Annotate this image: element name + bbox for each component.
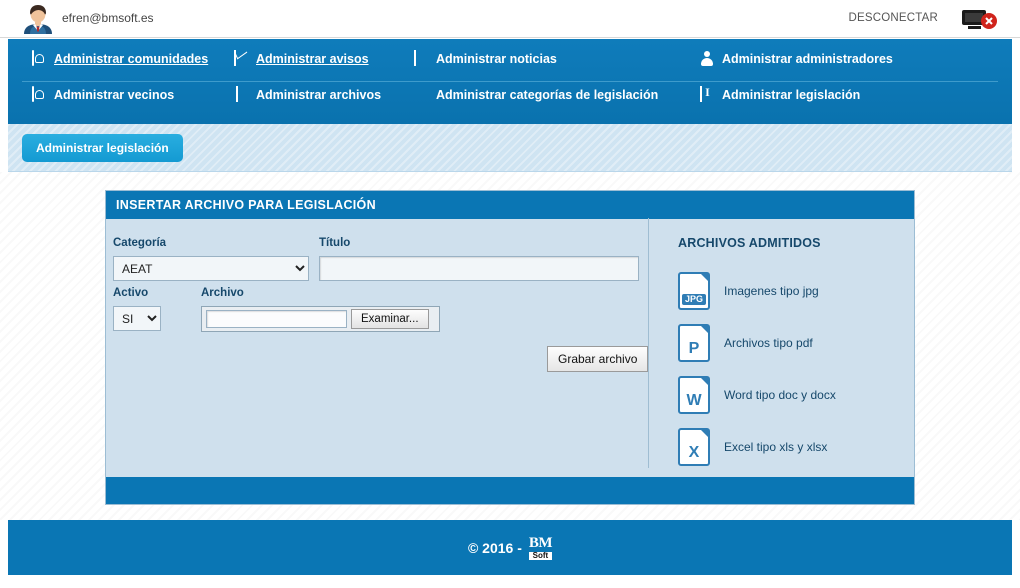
page-footer (8, 520, 1012, 575)
nav-label: Administrar administradores (722, 51, 893, 66)
nav-item-administrar-vecinos[interactable] (32, 87, 174, 102)
archivo-file-picker[interactable] (201, 306, 440, 332)
nav-item-administrar-legislacion[interactable] (700, 87, 860, 102)
logout-icon[interactable] (960, 4, 1000, 34)
main-nav (8, 39, 1012, 124)
nav-item-administrar-categorias-legislacion[interactable] (414, 87, 658, 102)
label-categoria: Categoría (113, 237, 167, 249)
logout-label[interactable]: DESCONECTAR (848, 12, 938, 24)
allowed-item-pdf (678, 324, 813, 362)
nav-label: Administrar noticias (436, 51, 557, 66)
user-email: efren@bmsoft.es (62, 11, 154, 25)
nav-label: Administrar comunidades (54, 51, 209, 66)
allowed-label: Word tipo doc y docx (724, 388, 836, 402)
activo-select[interactable] (113, 306, 161, 331)
word-file-icon: W (678, 376, 710, 414)
nav-label: Administrar archivos (256, 87, 382, 102)
allowed-label: Imagenes tipo jpg (724, 284, 819, 298)
jpg-file-icon: JPG (678, 272, 710, 310)
person-icon (700, 51, 715, 66)
archivo-file-path[interactable] (206, 310, 347, 328)
bmsoft-logo (529, 535, 552, 560)
allowed-label: Archivos tipo pdf (724, 336, 813, 350)
nav-label: Administrar vecinos (54, 87, 175, 102)
panel-divider (648, 218, 649, 468)
nav-label: Administrar categorías de legislación (436, 87, 659, 102)
breadcrumb-bar (8, 124, 1012, 172)
panel-footer-bar (106, 477, 914, 504)
panel-title: INSERTAR ARCHIVO PARA LEGISLACIÓN (106, 191, 914, 219)
nav-item-administrar-comunidades[interactable] (32, 51, 208, 66)
nav-row-1 (22, 39, 998, 82)
legislation-icon (700, 87, 715, 102)
topbar (0, 0, 1020, 38)
label-archivo: Archivo (201, 287, 244, 299)
nav-label: Administrar avisos (256, 51, 369, 66)
allowed-item-jpg (678, 272, 819, 310)
copyright-text: © 2016 - (467, 539, 522, 556)
nav-label: Administrar legislación (722, 87, 861, 102)
categoria-select[interactable] (113, 256, 309, 281)
list-lines-icon (414, 87, 429, 102)
user-avatar-icon (22, 3, 54, 35)
logo-main-text: BM (528, 535, 553, 551)
document-icon (234, 87, 249, 102)
titulo-input[interactable] (319, 256, 639, 281)
examinar-button[interactable]: Examinar... (351, 309, 429, 329)
nav-row-2 (22, 82, 998, 124)
allowed-item-word (678, 376, 836, 414)
logo-sub-text: Soft (529, 552, 552, 560)
breadcrumb-pill-administrar-legislacion[interactable]: Administrar legislación (22, 134, 183, 162)
label-activo: Activo (113, 287, 149, 299)
allowed-label: Excel tipo xls y xlsx (724, 440, 828, 454)
community-icon (32, 51, 47, 66)
label-titulo: Título (319, 237, 351, 249)
nav-item-administrar-avisos[interactable] (234, 51, 369, 66)
nav-item-administrar-archivos[interactable] (234, 87, 381, 102)
excel-file-icon: X (678, 428, 710, 466)
pdf-file-icon: P (678, 324, 710, 362)
grabar-archivo-button[interactable]: Grabar archivo (547, 346, 648, 372)
neighbors-icon (32, 87, 47, 102)
archivos-admitidos-title: ARCHIVOS ADMITIDOS (678, 236, 821, 250)
news-icon (414, 51, 429, 66)
allowed-item-excel (678, 428, 827, 466)
envelope-icon (234, 51, 249, 66)
nav-item-administrar-administradores[interactable] (700, 51, 893, 66)
nav-item-administrar-noticias[interactable] (414, 51, 557, 66)
